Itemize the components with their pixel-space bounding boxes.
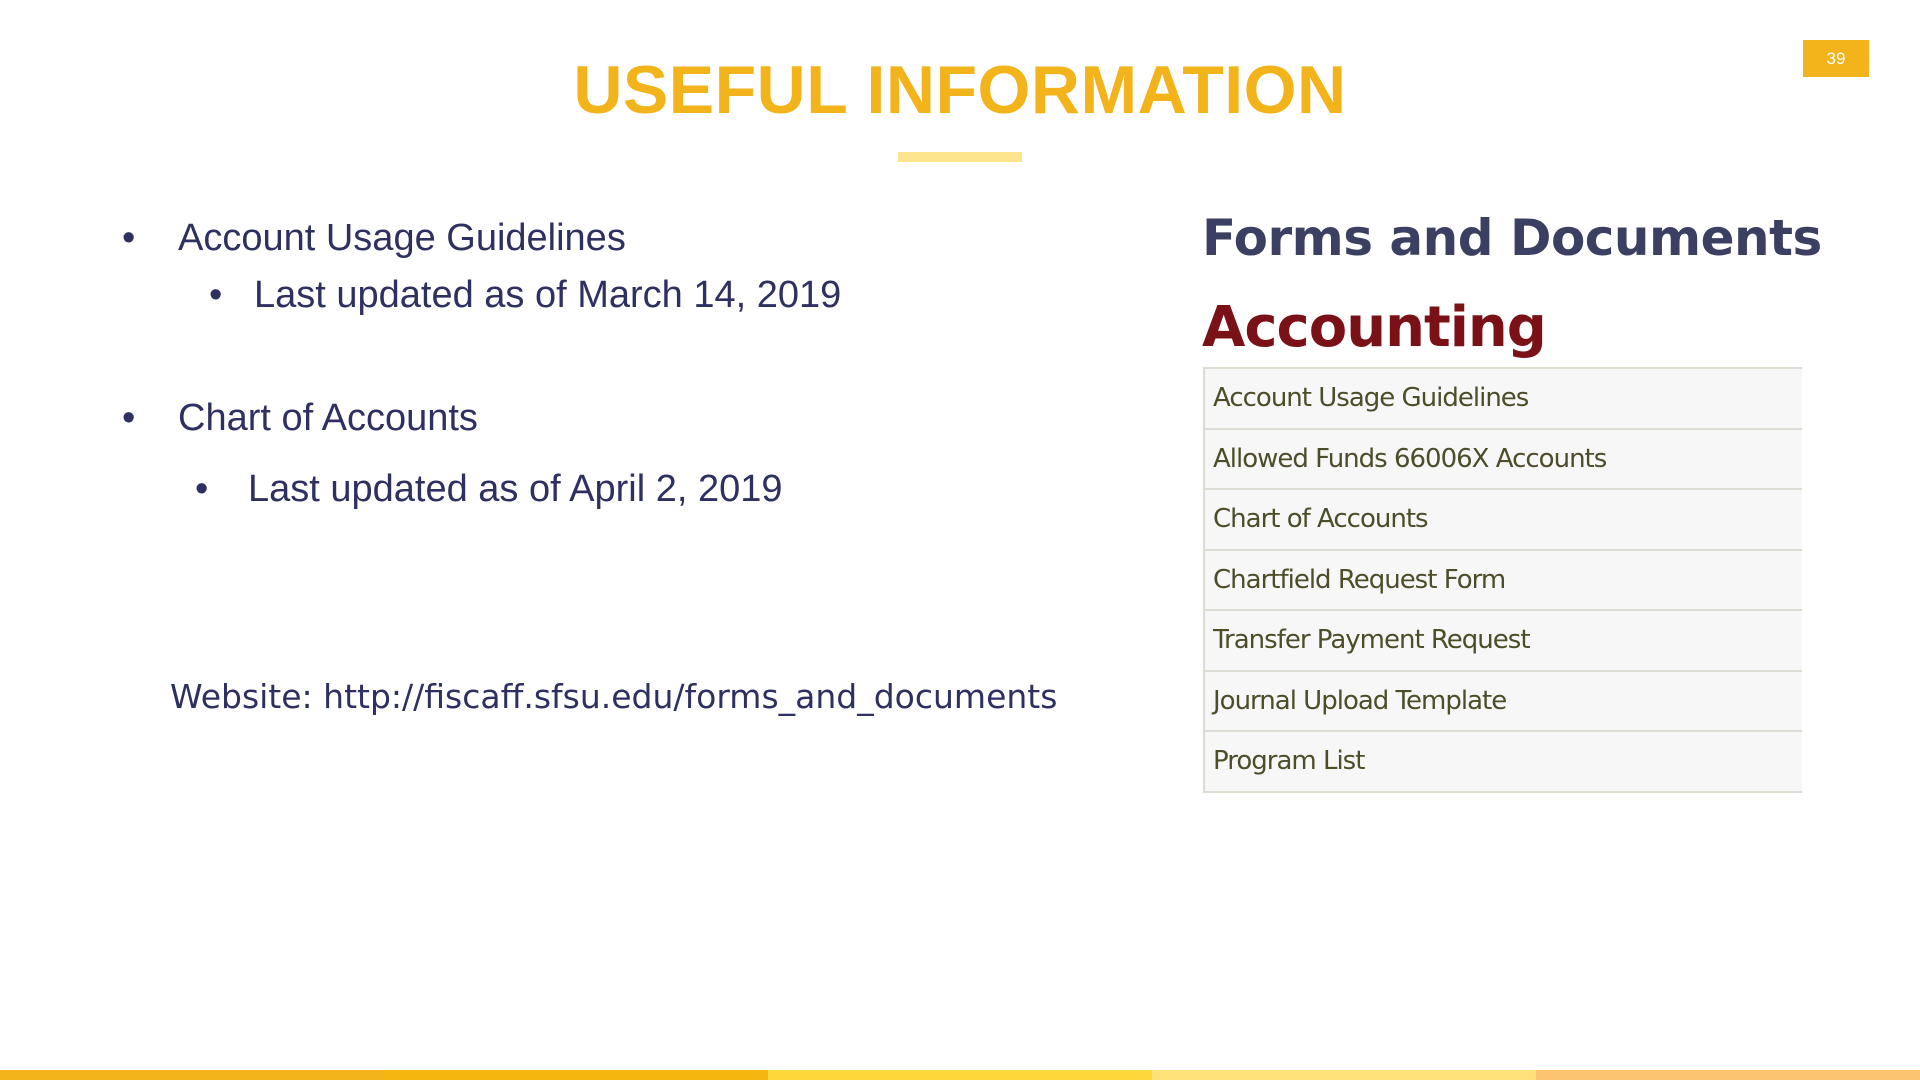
bottom-bar-segment (1536, 1070, 1920, 1080)
title-underline (898, 152, 1022, 162)
bottom-bar-segment (0, 1070, 384, 1080)
bottom-color-bar (0, 1070, 1920, 1080)
document-link-chartfield-request-form[interactable]: Chartfield Request Form (1205, 551, 1802, 612)
sub-bullet-text: Last updated as of March 14, 2019 (254, 274, 842, 316)
document-link-transfer-payment-request[interactable]: Transfer Payment Request (1205, 611, 1802, 672)
panel-subheading: Accounting (1202, 295, 1546, 360)
bullet-text: Account Usage Guidelines (178, 217, 626, 259)
slide-number-badge: 39 (1803, 40, 1869, 77)
document-link-chart-of-accounts[interactable]: Chart of Accounts (1205, 490, 1802, 551)
bullet-text: Chart of Accounts (178, 397, 478, 439)
bullet-dot: • (122, 217, 136, 259)
bullet-dot: • (209, 274, 223, 316)
bottom-bar-segment (768, 1070, 1152, 1080)
bottom-bar-segment (1152, 1070, 1536, 1080)
slide-title: USEFUL INFORMATION (573, 52, 1347, 128)
bullet-dot: • (122, 397, 136, 439)
document-link-program-list[interactable]: Program List (1205, 732, 1802, 793)
document-link-account-usage-guidelines[interactable]: Account Usage Guidelines (1205, 369, 1802, 430)
bottom-bar-segment (384, 1070, 768, 1080)
sub-bullet-text: Last updated as of April 2, 2019 (248, 468, 783, 510)
website-link[interactable]: Website: http://fiscaff.sfsu.edu/forms_and_documents (170, 677, 1058, 716)
bullet-dot: • (195, 468, 209, 510)
document-link-journal-upload-template[interactable]: Journal Upload Template (1205, 672, 1802, 733)
documents-list (1203, 367, 1802, 793)
panel-heading: Forms and Documents (1202, 209, 1822, 267)
document-link-allowed-funds[interactable]: Allowed Funds 66006X Accounts (1205, 430, 1802, 491)
